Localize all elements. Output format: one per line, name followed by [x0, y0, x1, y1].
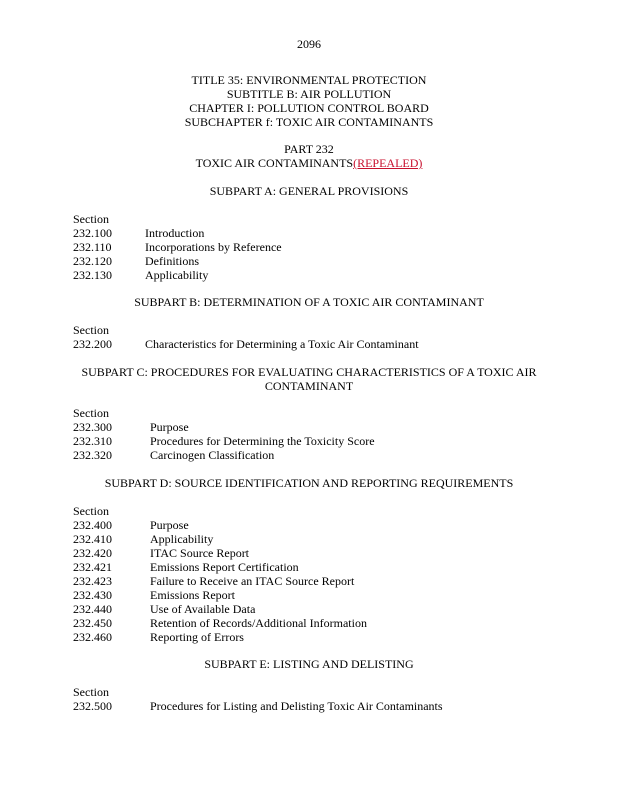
subtitle-line: SUBTITLE B: AIR POLLUTION: [226, 87, 392, 101]
section-title: Applicability: [145, 268, 209, 282]
chapter-line: CHAPTER I: POLLUTION CONTROL BOARD: [189, 101, 429, 115]
toc-row[interactable]: [73, 337, 593, 351]
toc-row[interactable]: [73, 616, 593, 630]
toc-row[interactable]: [73, 574, 593, 588]
section-number: 232.200: [73, 337, 112, 351]
section-title: Purpose: [150, 518, 189, 532]
section-title: Characteristics for Determining a Toxic Air Contaminant: [145, 337, 419, 351]
page-number: 2096: [297, 37, 321, 51]
section-number: 232.460: [73, 630, 112, 644]
section-title: Incorporations by Reference: [145, 240, 282, 254]
section-number: 232.500: [73, 699, 112, 713]
toc-row[interactable]: [73, 699, 593, 713]
section-label: Section: [73, 504, 109, 518]
section-number: 232.110: [73, 240, 112, 254]
section-number: 232.400: [73, 518, 112, 532]
toc-row[interactable]: [73, 434, 593, 448]
part-name-line: [0, 156, 618, 170]
section-number: 232.320: [73, 448, 112, 462]
section-title: Definitions: [145, 254, 199, 268]
toc-row[interactable]: [73, 602, 593, 616]
toc-row[interactable]: [73, 518, 593, 532]
section-number: 232.430: [73, 588, 112, 602]
section-number: 232.450: [73, 616, 112, 630]
section-label: Section: [73, 323, 109, 337]
title-line: TITLE 35: ENVIRONMENTAL PROTECTION: [191, 73, 427, 87]
section-number: 232.421: [73, 560, 112, 574]
section-title: Reporting of Errors: [150, 630, 244, 644]
section-title: Applicability: [150, 532, 214, 546]
section-title: Introduction: [145, 226, 205, 240]
subpart-e-heading: SUBPART E: LISTING AND DELISTING: [204, 657, 414, 671]
section-number: 232.440: [73, 602, 112, 616]
section-number: 232.310: [73, 434, 112, 448]
section-number: 232.300: [73, 420, 112, 434]
section-title: Procedures for Listing and Delisting Toxic Air Contaminants: [150, 699, 443, 713]
toc-row[interactable]: [73, 226, 593, 240]
toc-row[interactable]: [73, 268, 593, 282]
toc-row[interactable]: [73, 560, 593, 574]
section-title: Purpose: [150, 420, 189, 434]
section-title: Emissions Report: [150, 588, 236, 602]
section-number: 232.420: [73, 546, 112, 560]
section-number: 232.120: [73, 254, 112, 268]
toc-row[interactable]: [73, 420, 593, 434]
section-title: Procedures for Determining the Toxicity Score: [150, 434, 375, 448]
section-title: Emissions Report Certification: [150, 560, 299, 574]
subpart-b-heading: SUBPART B: DETERMINATION OF A TOXIC AIR CONTAMINANT: [134, 295, 484, 309]
toc-row[interactable]: [73, 532, 593, 546]
subpart-d-heading: SUBPART D: SOURCE IDENTIFICATION AND REPORTING REQUIREMENTS: [104, 476, 514, 490]
section-title: Use of Available Data: [150, 602, 256, 616]
subpart-a-heading: SUBPART A: GENERAL PROVISIONS: [209, 184, 409, 198]
section-number: 232.130: [73, 268, 112, 282]
toc-row[interactable]: [73, 448, 593, 462]
section-label: Section: [73, 212, 109, 226]
toc-row[interactable]: [73, 546, 593, 560]
section-title: Retention of Records/Additional Information: [150, 616, 367, 630]
subchapter-line: SUBCHAPTER f: TOXIC AIR CONTAMINANTS: [184, 115, 434, 129]
section-title: Failure to Receive an ITAC Source Report: [150, 574, 355, 588]
section-number: 232.423: [73, 574, 112, 588]
section-number: 232.100: [73, 226, 112, 240]
section-label: Section: [73, 685, 109, 699]
section-label: Section: [73, 406, 109, 420]
part-name: TOXIC AIR CONTAMINANTS: [195, 156, 354, 170]
section-title: ITAC Source Report: [150, 546, 250, 560]
toc-row[interactable]: [73, 240, 593, 254]
subpart-c-heading: SUBPART C: PROCEDURES FOR EVALUATING CHARACTERISTICS OF A TOXIC AIR: [81, 365, 537, 379]
toc-row[interactable]: [73, 630, 593, 644]
section-title: Carcinogen Classification: [150, 448, 275, 462]
part-number: PART 232: [284, 142, 334, 156]
subpart-c-heading-cont: CONTAMINANT: [264, 379, 354, 393]
toc-row[interactable]: [73, 254, 593, 268]
toc-row[interactable]: [73, 588, 593, 602]
section-number: 232.410: [73, 532, 112, 546]
repealed-link[interactable]: (REPEALED): [353, 156, 423, 170]
